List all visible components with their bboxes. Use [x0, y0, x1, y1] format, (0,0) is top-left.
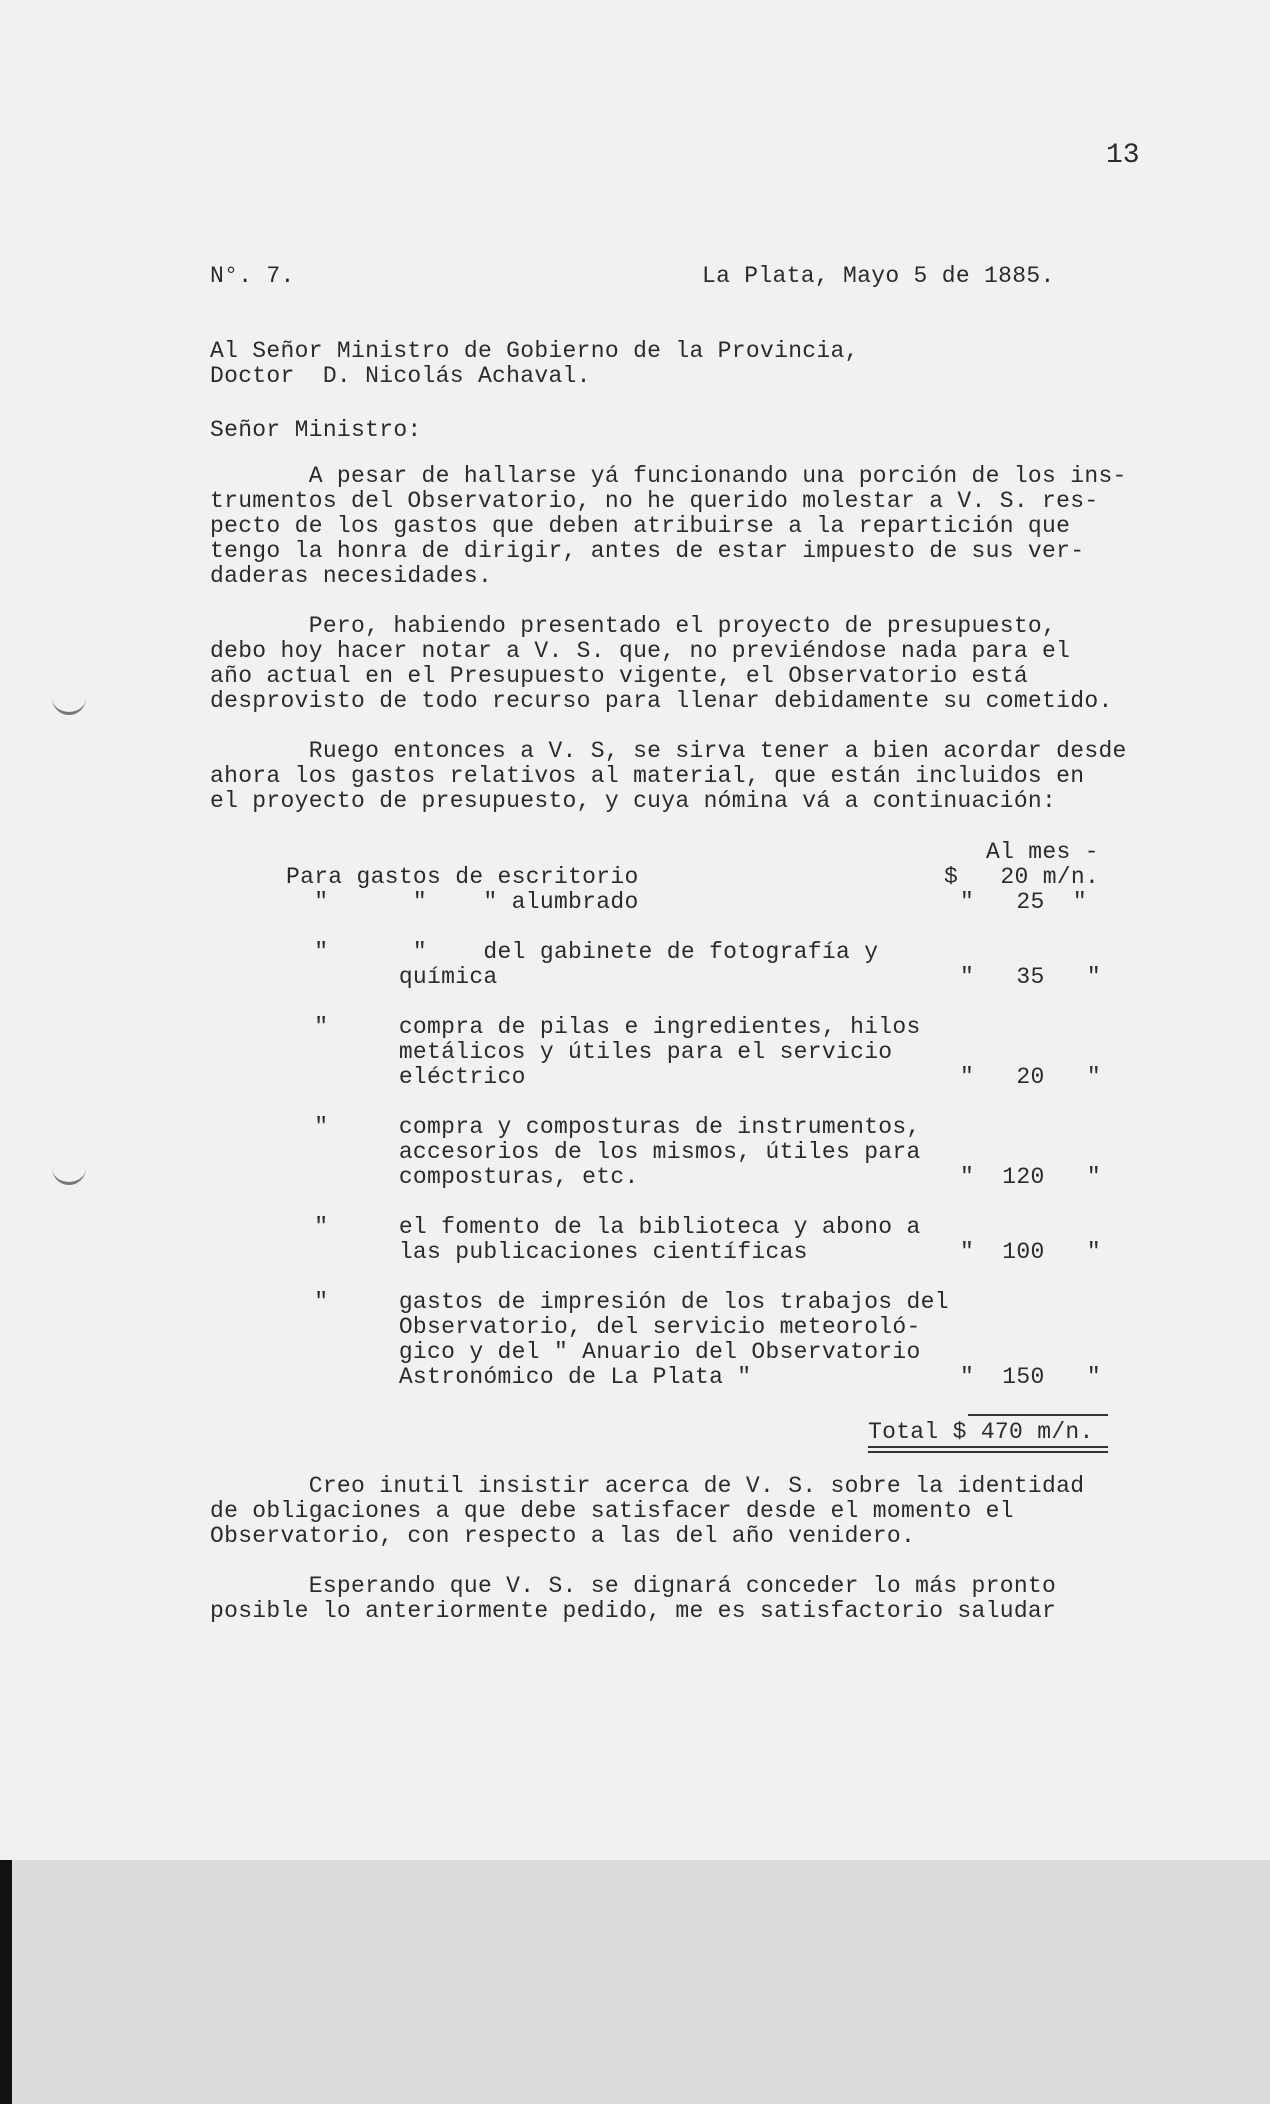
paragraph-5-line-2: posible lo anteriormente pedido, me es satisfactorio saludar	[210, 1598, 1057, 1624]
budget-item-5-label-2: accesorios de los mismos, útiles para	[286, 1139, 921, 1165]
paragraph-4-line-1: Creo inutil insistir acerca de V. S. sobre la identidad	[210, 1473, 1085, 1499]
punch-hole-mark-bottom	[52, 1160, 86, 1185]
budget-item-2-label: " " " alumbrado	[286, 889, 639, 915]
budget-item-4-label-3: eléctrico	[286, 1064, 526, 1090]
scan-background	[12, 1860, 1270, 2104]
address-line-1: Al Señor Ministro de Gobierno de la Provincia,	[210, 338, 859, 364]
budget-item-6-label-2: las publicaciones científicas	[286, 1239, 808, 1265]
budget-item-2-amount: " 25 "	[960, 889, 1087, 915]
address-line-2: Doctor D. Nicolás Achaval.	[210, 363, 591, 389]
letter-number: N°. 7.	[210, 263, 295, 289]
place-date: La Plata, Mayo 5 de 1885.	[702, 263, 1055, 289]
paragraph-1-line-1: A pesar de hallarse yá funcionando una porción de los ins-	[210, 463, 1127, 489]
scan-edge-strip	[0, 1860, 12, 2104]
salutation: Señor Ministro:	[210, 417, 422, 443]
total-rule-1	[868, 1446, 1108, 1448]
paragraph-2-line-2: debo hoy hacer notar a V. S. que, no previéndose nada para el	[210, 638, 1071, 664]
paragraph-3-line-3: el proyecto de presupuesto, y cuya nómina vá a continuación:	[210, 788, 1057, 814]
budget-item-1-amount: $ 20 m/n.	[944, 864, 1100, 890]
paragraph-3-line-2: ahora los gastos relativos al material, que están incluidos en	[210, 763, 1085, 789]
paragraph-5-line-1: Esperando que V. S. se dignará conceder lo más pronto	[210, 1573, 1057, 1599]
budget-item-5-label-1: " compra y composturas de instrumentos,	[286, 1114, 921, 1140]
page-number: 13	[1106, 140, 1140, 171]
budget-item-6-label-1: " el fomento de la biblioteca y abono a	[286, 1214, 921, 1240]
subtotal-rule	[968, 1414, 1108, 1416]
budget-item-3-amount: " 35 "	[960, 964, 1102, 990]
paragraph-2-line-4: desprovisto de todo recurso para llenar debidamente su cometido.	[210, 688, 1113, 714]
paragraph-1-line-5: daderas necesidades.	[210, 563, 493, 589]
budget-item-7-label-2: Observatorio, del servicio meteoroló-	[286, 1314, 921, 1340]
budget-item-5-amount: " 120 "	[960, 1164, 1102, 1190]
budget-item-3-label-2: química	[286, 964, 498, 990]
budget-item-5-label-3: composturas, etc.	[286, 1164, 639, 1190]
punch-hole-mark-top	[52, 690, 86, 715]
budget-item-7-label-1: " gastos de impresión de los trabajos del	[286, 1289, 949, 1315]
budget-item-4-amount: " 20 "	[960, 1064, 1102, 1090]
paragraph-3-line-1: Ruego entonces a V. S, se sirva tener a bien acordar desde	[210, 738, 1127, 764]
paragraph-1-line-2: trumentos del Observatorio, no he querido molestar a V. S. res-	[210, 488, 1099, 514]
budget-item-1-label: Para gastos de escritorio	[286, 864, 639, 890]
budget-item-3-label-1: " " del gabinete de fotografía y	[286, 939, 879, 965]
budget-item-6-amount: " 100 "	[960, 1239, 1102, 1265]
paragraph-2-line-1: Pero, habiendo presentado el proyecto de presupuesto,	[210, 613, 1057, 639]
paragraph-1-line-3: pecto de los gastos que deben atribuirse a la repartición que	[210, 513, 1071, 539]
budget-total: Total $ 470 m/n.	[868, 1419, 1094, 1445]
budget-item-4-label-1: " compra de pilas e ingredientes, hilos	[286, 1014, 921, 1040]
budget-item-7-label-3: gico y del " Anuario del Observatorio	[286, 1339, 921, 1365]
budget-item-7-amount: " 150 "	[960, 1364, 1102, 1390]
budget-item-4-label-2: metálicos y útiles para el servicio	[286, 1039, 893, 1065]
paragraph-4-line-2: de obligaciones a que debe satisfacer desde el momento el	[210, 1498, 1014, 1524]
budget-item-7-label-4: Astronómico de La Plata "	[286, 1364, 752, 1390]
paragraph-4-line-3: Observatorio, con respecto a las del año venidero.	[210, 1523, 916, 1549]
paragraph-1-line-4: tengo la honra de dirigir, antes de estar impuesto de sus ver-	[210, 538, 1085, 564]
total-rule-2	[868, 1451, 1108, 1453]
paragraph-2-line-3: año actual en el Presupuesto vigente, el Observatorio está	[210, 663, 1028, 689]
budget-column-header: Al mes -	[986, 839, 1099, 865]
